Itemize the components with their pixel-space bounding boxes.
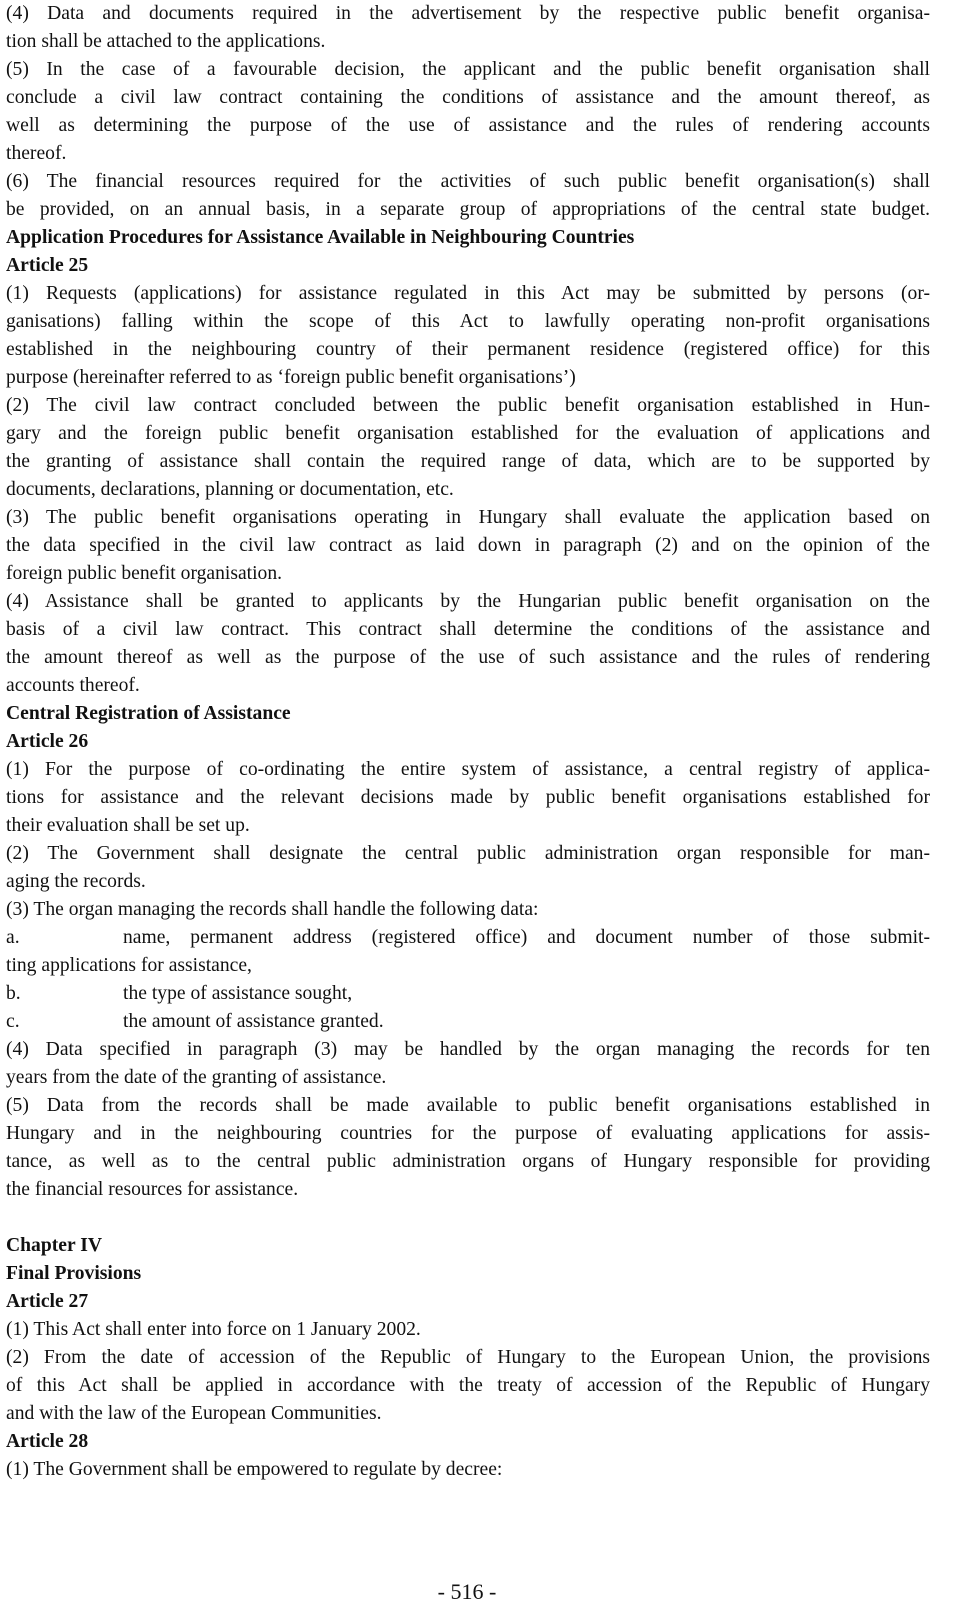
text-line: ting applications for assistance, — [6, 955, 252, 976]
list-item — [6, 924, 930, 952]
text-line: years from the date of the granting of assistance. — [6, 1067, 387, 1088]
text-line: (4) Data and documents required in the advertisement by the respective public benefit organisa- — [6, 3, 930, 24]
text-line: thereof. — [6, 143, 67, 164]
document-body — [6, 0, 930, 1484]
text-line: Hungary and in the neighbouring countries for the purpose of evaluating applications for assis- — [6, 1123, 930, 1144]
section-heading: Central Registration of Assistance — [6, 703, 291, 724]
text-line: well as determining the purpose of the use of assistance and the rules of rendering accounts — [6, 115, 930, 136]
list-item-text: the type of assistance sought, — [123, 983, 353, 1004]
text-line: the financial resources for assistance. — [6, 1179, 299, 1200]
section-heading: Article 25 — [6, 255, 89, 276]
section-heading: Chapter IV — [6, 1235, 102, 1256]
text-line: (1) This Act shall enter into force on 1 January 2002. — [6, 1319, 421, 1340]
text-line: (1) For the purpose of co-ordinating the entire system of assistance, a central registry of applica- — [6, 759, 930, 780]
text-line: documents, declarations, planning or documentation, etc. — [6, 479, 454, 500]
section-heading: Article 27 — [6, 1291, 89, 1312]
text-line: tions for assistance and the relevant decisions made by public benefit organisations established for — [6, 787, 930, 808]
text-line: established in the neighbouring country of their permanent residence (registered office) for this — [6, 339, 930, 360]
text-line: of this Act shall be applied in accordance with the treaty of accession of the Republic of Hungary — [6, 1375, 930, 1396]
document-page — [6, 0, 930, 1484]
page-number: - 516 - — [437, 1579, 497, 1604]
text-line: tance, as well as to the central public administration organs of Hungary responsible for providing — [6, 1151, 930, 1172]
text-line: (3) The organ managing the records shall handle the following data: — [6, 899, 539, 920]
text-line: foreign public benefit organisation. — [6, 563, 283, 584]
text-line: the amount thereof as well as the purpose of the use of such assistance and the rules of rendering — [6, 647, 930, 668]
text-line: (3) The public benefit organisations operating in Hungary shall evaluate the application based on — [6, 507, 930, 528]
text-line: conclude a civil law contract containing the conditions of assistance and the amount thereof, as — [6, 87, 930, 108]
text-line: gary and the foreign public benefit organisation established for the evaluation of applications and — [6, 423, 930, 444]
text-line: (2) The civil law contract concluded between the public benefit organisation established in Hun- — [6, 395, 930, 416]
text-line: (2) From the date of accession of the Republic of Hungary to the European Union, the provisions — [6, 1347, 930, 1368]
list-item-text: the amount of assistance granted. — [123, 1011, 384, 1032]
text-line: (1) The Government shall be empowered to regulate by decree: — [6, 1459, 503, 1480]
text-line: and with the law of the European Communities. — [6, 1403, 382, 1424]
blank-line — [6, 1204, 930, 1232]
text-line: (4) Data specified in paragraph (3) may be handled by the organ managing the records for ten — [6, 1039, 930, 1060]
section-heading: Application Procedures for Assistance Available in Neighbouring Countries — [6, 227, 635, 248]
section-heading: Article 26 — [6, 731, 89, 752]
list-marker: a. — [6, 927, 20, 948]
text-line: the data specified in the civil law contract as laid down in paragraph (2) and on the opinion of the — [6, 535, 930, 556]
text-line: (5) In the case of a favourable decision, the applicant and the public benefit organisation shall — [6, 59, 930, 80]
text-line: ganisations) falling within the scope of this Act to lawfully operating non-profit organisations — [6, 311, 930, 332]
text-line: the granting of assistance shall contain the required range of data, which are to be supported by — [6, 451, 930, 472]
text-line: aging the records. — [6, 871, 146, 892]
text-line: accounts thereof. — [6, 675, 140, 696]
text-line: purpose (hereinafter referred to as ‘foreign public benefit organisations’) — [6, 367, 576, 388]
text-line: be provided, on an annual basis, in a separate group of appropriations of the central state budget. — [6, 199, 930, 220]
list-item-text: name, permanent address (registered office) and document number of those submit- — [123, 927, 930, 948]
text-line: (1) Requests (applications) for assistance regulated in this Act may be submitted by persons (or- — [6, 283, 930, 304]
text-line: basis of a civil law contract. This contract shall determine the conditions of the assistance and — [6, 619, 930, 640]
text-line: (4) Assistance shall be granted to applicants by the Hungarian public benefit organisation on the — [6, 591, 930, 612]
section-heading: Final Provisions — [6, 1263, 142, 1284]
list-item — [6, 980, 930, 1008]
text-line: tion shall be attached to the applications. — [6, 31, 326, 52]
list-marker: b. — [6, 983, 21, 1004]
list-item — [6, 1008, 930, 1036]
text-line: (5) Data from the records shall be made available to public benefit organisations established in — [6, 1095, 930, 1116]
list-marker: c. — [6, 1011, 20, 1032]
text-line: their evaluation shall be set up. — [6, 815, 250, 836]
text-line: (6) The financial resources required for the activities of such public benefit organisation(s) shall — [6, 171, 930, 192]
section-heading: Article 28 — [6, 1431, 89, 1452]
text-line: (2) The Government shall designate the central public administration organ responsible for man- — [6, 843, 930, 864]
